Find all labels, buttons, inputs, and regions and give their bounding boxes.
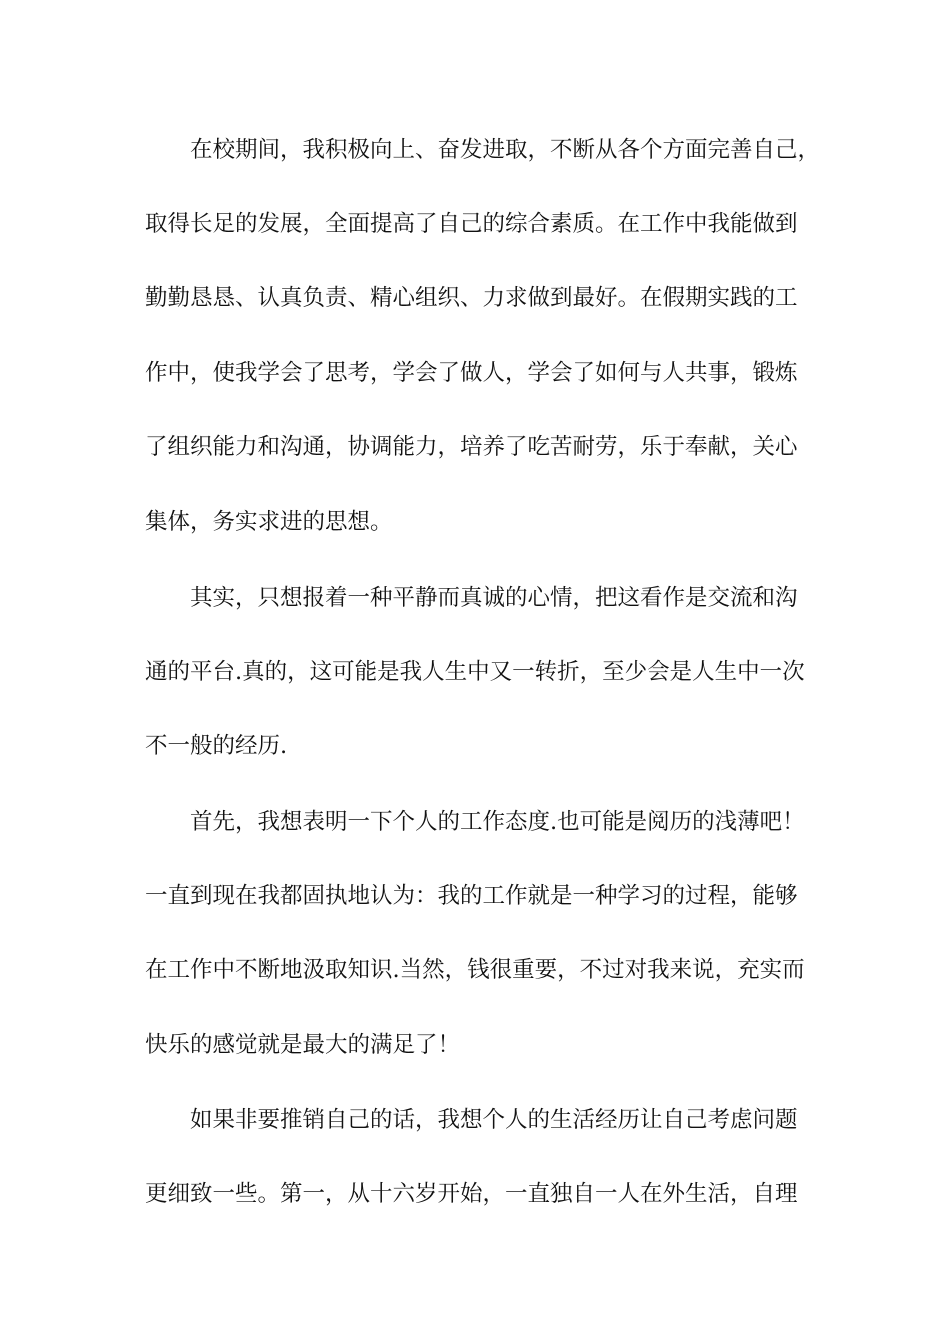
paragraph-3-line-4: 快乐的感觉就是最大的满足了！ bbox=[145, 1032, 461, 1058]
paragraph-1-line-4: 作中，使我学会了思考，学会了做人，学会了如何与人共事，锻炼 bbox=[145, 360, 798, 386]
paragraph-3-line-1: 首先，我想表明一下个人的工作态度.也可能是阅历的浅薄吧！ bbox=[190, 809, 805, 835]
paragraph-3-line-2: 一直到现在我都固执地认为：我的工作就是一种学习的过程，能够 bbox=[145, 883, 798, 909]
paragraph-1-line-3: 勤勤恳恳、认真负责、精心组织、力求做到最好。在假期实践的工 bbox=[145, 285, 798, 311]
paragraph-4-line-1: 如果非要推销自己的话，我想个人的生活经历让自己考虑问题 bbox=[190, 1107, 798, 1133]
paragraph-3-line-3: 在工作中不断地汲取知识.当然，钱很重要，不过对我来说，充实而 bbox=[145, 957, 805, 983]
paragraph-2-line-3: 不一般的经历. bbox=[145, 733, 288, 759]
paragraph-2-line-2: 通的平台.真的，这可能是我人生中又一转折，至少会是人生中一次 bbox=[145, 659, 805, 685]
paragraph-2-line-1: 其实，只想报着一种平静而真诚的心情，把这看作是交流和沟 bbox=[190, 585, 798, 611]
paragraph-1-line-1: 在校期间，我积极向上、奋发进取，不断从各个方面完善自己， bbox=[190, 137, 821, 163]
paragraph-1-line-5: 了组织能力和沟通，协调能力，培养了吃苦耐劳，乐于奉献，关心 bbox=[145, 434, 798, 460]
paragraph-1-line-6: 集体，务实求进的思想。 bbox=[145, 509, 393, 535]
paragraph-1-line-2: 取得长足的发展，全面提高了自己的综合素质。在工作中我能做到 bbox=[145, 211, 798, 237]
paragraph-4-line-2: 更细致一些。第一，从十六岁开始，一直独自一人在外生活，自理 bbox=[145, 1181, 798, 1207]
